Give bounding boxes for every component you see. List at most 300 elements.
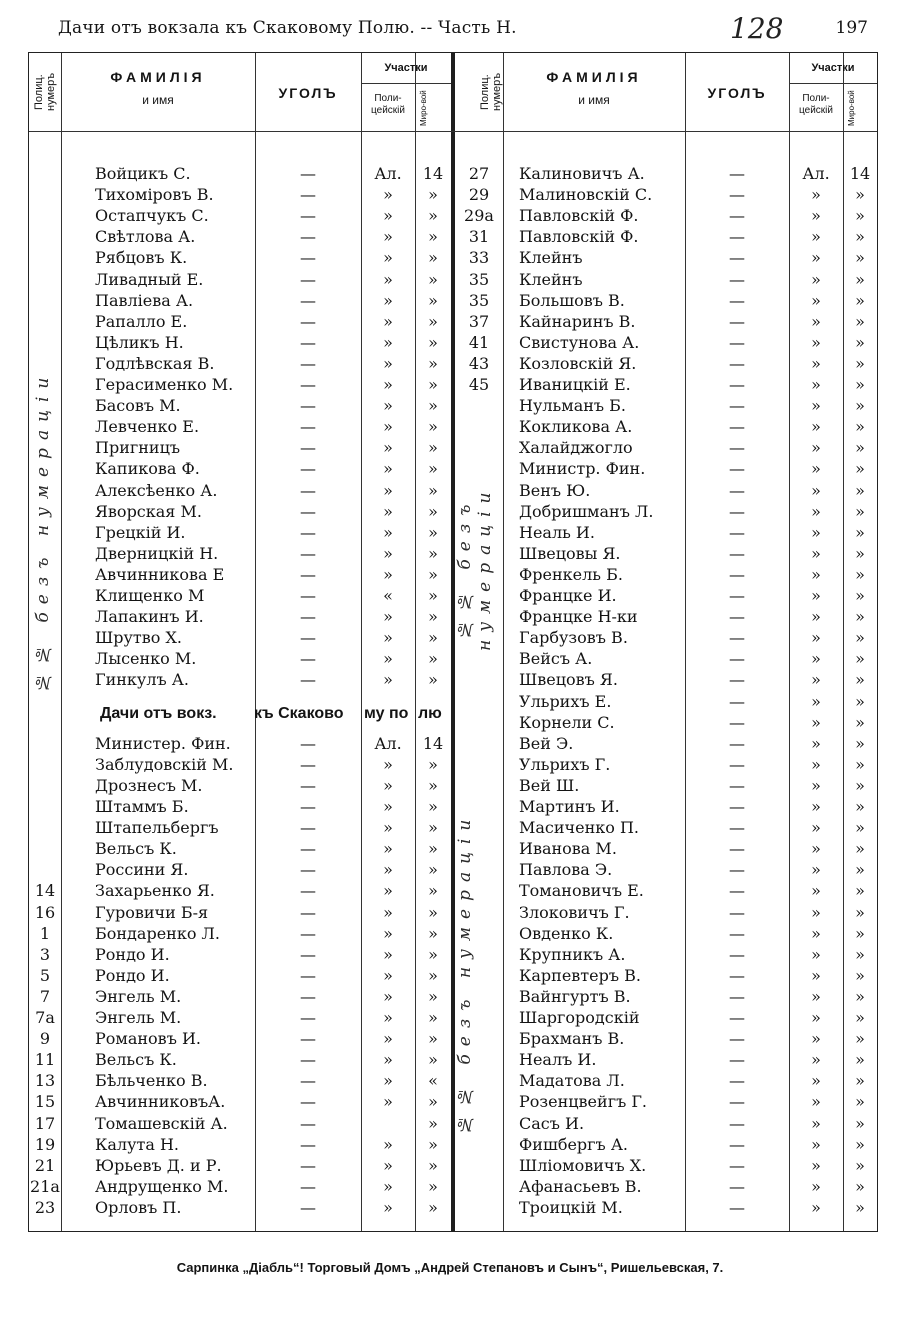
mirovoy-precinct: » — [428, 185, 438, 205]
resident-name: Шаргородскій — [519, 1008, 640, 1027]
police-precinct: » — [383, 353, 393, 373]
corner-cell: — — [300, 1155, 316, 1175]
corner-cell: — — [729, 459, 745, 479]
police-precinct: » — [811, 1155, 821, 1175]
house-number: 5 — [39, 965, 51, 985]
precinct-rule — [361, 83, 451, 84]
mirovoy-precinct: » — [855, 1113, 865, 1133]
resident-name: Добришманъ Л. — [519, 501, 654, 521]
table-row — [29, 817, 877, 838]
corner-cell: — — [729, 1008, 745, 1027]
header-precincts: Участки — [384, 62, 428, 74]
mirovoy-precinct: 14 — [422, 164, 444, 183]
police-precinct: » — [383, 269, 393, 289]
corner-cell: — — [729, 1071, 745, 1091]
police-precinct: » — [811, 839, 821, 859]
resident-name: Неалъ И. — [519, 1050, 597, 1070]
police-precinct: » — [811, 923, 821, 943]
house-number: 23 — [34, 1197, 56, 1217]
house-number: 33 — [468, 248, 490, 268]
corner-cell: — — [729, 1050, 745, 1070]
table-row — [29, 796, 877, 817]
table-row — [29, 437, 877, 458]
table-row — [29, 1028, 877, 1049]
mirovoy-precinct: » — [855, 818, 865, 838]
resident-name: Калиновичъ А. — [519, 164, 645, 183]
mirovoy-precinct: » — [855, 965, 865, 985]
subheading-part-c: му по — [364, 705, 409, 722]
corner-cell: — — [300, 733, 316, 753]
mirovoy-precinct: » — [855, 269, 865, 289]
police-precinct: » — [811, 586, 821, 605]
house-number: 17 — [34, 1113, 56, 1133]
corner-cell: — — [729, 1092, 745, 1112]
resident-name: Энгель М. — [95, 1008, 182, 1027]
corner-cell: — — [729, 290, 745, 310]
mirovoy-precinct: » — [428, 670, 438, 690]
mirovoy-precinct: » — [855, 944, 865, 964]
house-number: 35 — [468, 269, 490, 289]
police-precinct: » — [383, 227, 393, 247]
police-precinct: » — [383, 1008, 393, 1027]
police-precinct: » — [383, 860, 393, 880]
resident-name: Неаль И. — [519, 522, 595, 542]
corner-cell: — — [729, 1029, 745, 1049]
corner-cell: — — [300, 206, 316, 226]
resident-name: Цѣликъ Н. — [95, 332, 184, 352]
corner-cell: — — [300, 1134, 316, 1154]
police-precinct: » — [811, 269, 821, 289]
table-row — [29, 395, 877, 416]
mirovoy-precinct: » — [428, 248, 438, 268]
mirovoy-precinct: » — [855, 1092, 865, 1112]
mirovoy-precinct: » — [855, 923, 865, 943]
table-row — [29, 902, 877, 923]
police-precinct: » — [811, 185, 821, 205]
mirovoy-precinct: 14 — [422, 733, 444, 753]
mirovoy-precinct: » — [855, 902, 865, 922]
corner-cell: — — [300, 944, 316, 964]
resident-name: АвчинниковъА. — [95, 1092, 226, 1112]
house-number: 9 — [39, 1029, 51, 1049]
table-row — [29, 374, 877, 395]
police-precinct: » — [383, 1092, 393, 1112]
table-row — [29, 247, 877, 268]
resident-name: Грецкій И. — [95, 522, 186, 542]
resident-name: Орловъ П. — [95, 1197, 182, 1217]
resident-name: Клищенко М — [95, 586, 205, 605]
table-row — [29, 648, 877, 669]
table-row — [29, 944, 877, 965]
header-corner: УГОЛЪ — [278, 85, 338, 101]
police-precinct: » — [383, 522, 393, 542]
police-precinct: » — [811, 1113, 821, 1133]
police-precinct: » — [811, 543, 821, 563]
corner-cell: — — [729, 206, 745, 226]
resident-name: Крупникъ А. — [519, 944, 626, 964]
table-row — [29, 564, 877, 585]
corner-cell: — — [300, 1176, 316, 1196]
mirovoy-precinct: » — [428, 353, 438, 373]
mirovoy-precinct: » — [428, 290, 438, 310]
corner-cell: — — [300, 1029, 316, 1049]
mirovoy-precinct: » — [855, 628, 865, 648]
header-number-col: Полиц. нумеръ — [33, 72, 57, 112]
table-row — [29, 606, 877, 627]
corner-cell: — — [729, 1134, 745, 1154]
corner-cell: — — [729, 797, 745, 816]
table-row — [29, 627, 877, 648]
resident-name: Френкель Б. — [519, 564, 623, 584]
resident-name: Войцикъ С. — [95, 164, 191, 183]
police-precinct: » — [811, 1197, 821, 1217]
house-number: 31 — [468, 227, 490, 247]
resident-name: Венъ Ю. — [519, 480, 591, 500]
police-precinct: » — [383, 986, 393, 1006]
resident-name: Павловскій Ф. — [519, 206, 639, 226]
police-precinct: » — [383, 881, 393, 901]
police-precinct: » — [811, 290, 821, 310]
corner-cell: — — [300, 754, 316, 774]
resident-name: Халайджогло — [519, 438, 633, 458]
table-row — [29, 585, 877, 606]
house-number: 21а — [30, 1176, 60, 1196]
police-precinct: » — [811, 881, 821, 901]
header-corner: УГОЛЪ — [707, 85, 767, 101]
police-precinct: » — [811, 1008, 821, 1027]
mirovoy-precinct: » — [428, 396, 438, 416]
resident-name: Министр. Фин. — [519, 459, 646, 479]
resident-name: Францке Н-ки — [519, 607, 638, 627]
police-precinct: » — [811, 965, 821, 985]
corner-cell: — — [300, 649, 316, 669]
corner-cell: — — [300, 480, 316, 500]
police-precinct: » — [811, 227, 821, 247]
table-row — [29, 522, 877, 543]
police-precinct: » — [811, 649, 821, 669]
header-police: Поли-цейскій — [799, 93, 833, 116]
house-number: 14 — [34, 881, 56, 901]
house-number: 37 — [468, 311, 490, 331]
mirovoy-precinct: » — [428, 269, 438, 289]
corner-cell: — — [300, 1197, 316, 1217]
corner-cell: — — [300, 417, 316, 437]
mirovoy-precinct: » — [855, 332, 865, 352]
resident-name: Гуровичи Б-я — [95, 902, 209, 922]
police-precinct: » — [811, 1071, 821, 1091]
resident-name: Павліева А. — [95, 290, 194, 310]
police-precinct: » — [811, 1029, 821, 1049]
house-number: 11 — [34, 1050, 56, 1070]
resident-name: Захарьенко Я. — [95, 881, 215, 901]
corner-cell: — — [300, 902, 316, 922]
police-precinct: » — [811, 1092, 821, 1112]
mirovoy-precinct: » — [855, 543, 865, 563]
corner-cell: — — [300, 396, 316, 416]
mirovoy-precinct: » — [428, 607, 438, 627]
corner-cell: — — [729, 480, 745, 500]
corner-cell: — — [729, 501, 745, 521]
corner-cell: — — [300, 185, 316, 205]
mirovoy-precinct: » — [855, 206, 865, 226]
mirovoy-precinct: » — [428, 1113, 438, 1133]
section-subheading — [92, 701, 452, 727]
corner-cell: — — [729, 564, 745, 584]
corner-cell: — — [300, 332, 316, 352]
resident-name: Яворская М. — [95, 501, 202, 521]
directory-register — [28, 52, 878, 1232]
police-precinct: » — [383, 290, 393, 310]
corner-cell: — — [300, 965, 316, 985]
corner-cell: — — [729, 164, 745, 183]
header-bottom-rule — [29, 131, 877, 132]
resident-name: Павловскій Ф. — [519, 227, 639, 247]
police-precinct: » — [383, 1197, 393, 1217]
resident-name: Дверницкій Н. — [95, 543, 219, 563]
police-precinct: » — [383, 480, 393, 500]
table-row — [29, 1070, 877, 1091]
corner-cell: — — [300, 986, 316, 1006]
mirovoy-precinct: » — [428, 923, 438, 943]
resident-name: Басовъ М. — [95, 396, 181, 416]
police-precinct: » — [383, 564, 393, 584]
mirovoy-precinct: » — [428, 818, 438, 838]
mirovoy-precinct: » — [855, 649, 865, 669]
police-precinct: » — [383, 185, 393, 205]
police-precinct: » — [383, 902, 393, 922]
mirovoy-precinct: » — [855, 797, 865, 816]
resident-name: Швецовы Я. — [519, 543, 621, 563]
mirovoy-precinct: » — [428, 586, 438, 605]
resident-name: Мадатова Л. — [519, 1071, 625, 1091]
resident-name: Иваницкій Е. — [519, 375, 631, 394]
mirovoy-precinct: » — [428, 438, 438, 458]
corner-cell: — — [300, 1092, 316, 1112]
police-precinct: » — [811, 1176, 821, 1196]
house-number: 29а — [464, 206, 494, 226]
mirovoy-precinct: » — [428, 754, 438, 774]
table-row — [29, 1197, 877, 1218]
resident-name: Фишбергъ А. — [519, 1134, 629, 1154]
header-surname-title: ФАМИЛІЯ — [546, 69, 642, 85]
corner-cell: — — [729, 1176, 745, 1196]
corner-cell: — — [300, 839, 316, 859]
mirovoy-precinct: » — [855, 353, 865, 373]
corner-cell: — — [729, 1155, 745, 1175]
mirovoy-precinct: » — [428, 417, 438, 437]
corner-cell: — — [729, 670, 745, 690]
corner-cell: — — [729, 522, 745, 542]
corner-cell: — — [300, 269, 316, 289]
police-precinct: » — [811, 733, 821, 753]
mirovoy-precinct: » — [855, 1071, 865, 1091]
mirovoy-precinct: » — [855, 691, 865, 711]
table-row — [29, 205, 877, 226]
corner-cell: — — [729, 775, 745, 795]
police-precinct: » — [811, 501, 821, 521]
corner-cell: — — [300, 564, 316, 584]
corner-cell: — — [729, 881, 745, 901]
resident-name: Авчинникова Е — [95, 564, 225, 584]
resident-name: Вельсъ К. — [95, 1050, 177, 1070]
mirovoy-precinct: » — [855, 375, 865, 394]
police-precinct: » — [811, 206, 821, 226]
table-row — [29, 859, 877, 880]
house-number: 21 — [34, 1155, 56, 1175]
resident-name: Рябцовъ К. — [95, 248, 188, 268]
table-row — [29, 1155, 877, 1176]
corner-cell: — — [300, 227, 316, 247]
police-precinct: » — [811, 375, 821, 394]
table-row — [29, 353, 877, 374]
resident-name: Алексѣенко А. — [95, 480, 218, 500]
resident-name: Юрьевъ Д. и Р. — [95, 1155, 222, 1175]
corner-cell: — — [729, 417, 745, 437]
side-label-left: №№ безъ нумераціи — [33, 369, 53, 693]
resident-name: Мартинъ И. — [519, 797, 620, 816]
mirovoy-precinct: » — [855, 501, 865, 521]
table-row — [29, 923, 877, 944]
resident-name: Павлова Э. — [519, 860, 613, 880]
police-precinct: » — [811, 797, 821, 816]
resident-name: Рондо И. — [95, 944, 170, 964]
corner-cell: — — [729, 248, 745, 268]
corner-cell: — — [300, 1050, 316, 1070]
corner-cell: — — [729, 860, 745, 880]
resident-name: Троицкій М. — [519, 1197, 623, 1217]
resident-name: Россини Я. — [95, 860, 189, 880]
mirovoy-precinct: » — [428, 501, 438, 521]
resident-name: Вельсъ К. — [95, 839, 177, 859]
table-row — [29, 480, 877, 501]
mirovoy-precinct: » — [855, 986, 865, 1006]
police-precinct: » — [383, 206, 393, 226]
corner-cell: — — [729, 396, 745, 416]
table-row — [29, 775, 877, 796]
house-number: 1 — [39, 923, 51, 943]
corner-cell: — — [729, 607, 745, 627]
corner-cell: — — [729, 438, 745, 458]
resident-name: Вей Ш. — [519, 775, 580, 795]
table-row — [29, 754, 877, 775]
mirovoy-precinct: » — [855, 670, 865, 690]
mirovoy-precinct: » — [855, 839, 865, 859]
police-precinct: » — [811, 775, 821, 795]
police-precinct: » — [383, 649, 393, 669]
resident-name: Розенцвейгъ Г. — [519, 1092, 648, 1112]
resident-name: Гинкулъ А. — [95, 670, 189, 690]
corner-cell: — — [300, 797, 316, 816]
mirovoy-precinct: » — [855, 564, 865, 584]
resident-name: Остапчукъ С. — [95, 206, 209, 226]
police-precinct: » — [811, 438, 821, 458]
resident-name: Томашевскій А. — [95, 1113, 228, 1133]
header-number-col: Полиц. нумеръ — [479, 72, 503, 112]
table-row — [29, 269, 877, 290]
resident-name: Клейнъ — [519, 248, 583, 268]
corner-cell: — — [729, 944, 745, 964]
mirovoy-precinct: » — [855, 459, 865, 479]
police-precinct: » — [811, 607, 821, 627]
police-precinct: » — [383, 459, 393, 479]
resident-name: Свѣтлова А. — [95, 227, 196, 247]
police-precinct: » — [811, 480, 821, 500]
resident-name: Клейнъ — [519, 269, 583, 289]
police-precinct: » — [383, 332, 393, 352]
mirovoy-precinct: » — [428, 797, 438, 816]
mirovoy-precinct: » — [428, 1029, 438, 1049]
mirovoy-precinct: » — [855, 522, 865, 542]
mirovoy-precinct: » — [428, 881, 438, 901]
mirovoy-precinct: » — [428, 1155, 438, 1175]
header-police: Поли-цейскій — [371, 93, 405, 116]
table-row — [29, 163, 877, 184]
police-precinct: » — [811, 944, 821, 964]
police-precinct: Ал. — [374, 733, 402, 753]
resident-name: Иванова М. — [519, 839, 617, 859]
resident-name: Годлѣвская В. — [95, 353, 215, 373]
mirovoy-precinct: » — [428, 902, 438, 922]
mirovoy-precinct: » — [428, 564, 438, 584]
corner-cell: — — [300, 923, 316, 943]
resident-name: Лапакинъ И. — [95, 607, 204, 627]
police-precinct: » — [383, 417, 393, 437]
mirovoy-precinct: 14 — [849, 164, 871, 183]
corner-cell: — — [300, 775, 316, 795]
corner-cell: — — [300, 290, 316, 310]
mirovoy-precinct: » — [855, 396, 865, 416]
mirovoy-precinct: » — [855, 185, 865, 205]
corner-cell: — — [300, 818, 316, 838]
police-precinct: » — [383, 923, 393, 943]
mirovoy-precinct: » — [428, 227, 438, 247]
corner-cell: — — [729, 628, 745, 648]
mirovoy-precinct: » — [855, 860, 865, 880]
house-number: 15 — [34, 1092, 56, 1112]
mirovoy-precinct: » — [855, 733, 865, 753]
mirovoy-precinct: » — [428, 206, 438, 226]
police-precinct: « — [383, 586, 393, 605]
resident-name: Романовъ И. — [95, 1029, 201, 1049]
corner-cell: — — [729, 353, 745, 373]
table-row — [29, 1176, 877, 1197]
house-number: 35 — [468, 290, 490, 310]
resident-name: Рапалло Е. — [95, 311, 188, 331]
police-precinct: » — [811, 902, 821, 922]
resident-name: Швецовъ Я. — [519, 670, 618, 690]
resident-name: Министер. Фин. — [95, 733, 231, 753]
resident-name: Энгель М. — [95, 986, 182, 1006]
header-precincts: Участки — [811, 62, 855, 74]
corner-cell: — — [729, 332, 745, 352]
police-precinct: » — [811, 311, 821, 331]
police-precinct: » — [811, 754, 821, 774]
house-number: 27 — [468, 164, 490, 183]
mirovoy-precinct: » — [855, 227, 865, 247]
resident-name: Тихоміровъ В. — [95, 185, 214, 205]
corner-cell: — — [729, 902, 745, 922]
house-number: 41 — [468, 332, 490, 352]
page-number: 197 — [835, 18, 868, 38]
resident-name: Ливадный Е. — [95, 269, 204, 289]
header-surname-sub: и имя — [142, 93, 174, 107]
resident-name: Злоковичъ Г. — [519, 902, 630, 922]
resident-name: Андрущенко М. — [95, 1176, 229, 1196]
table-row — [29, 543, 877, 564]
table-row — [29, 669, 877, 690]
police-precinct: » — [383, 543, 393, 563]
police-precinct: » — [383, 1134, 393, 1154]
